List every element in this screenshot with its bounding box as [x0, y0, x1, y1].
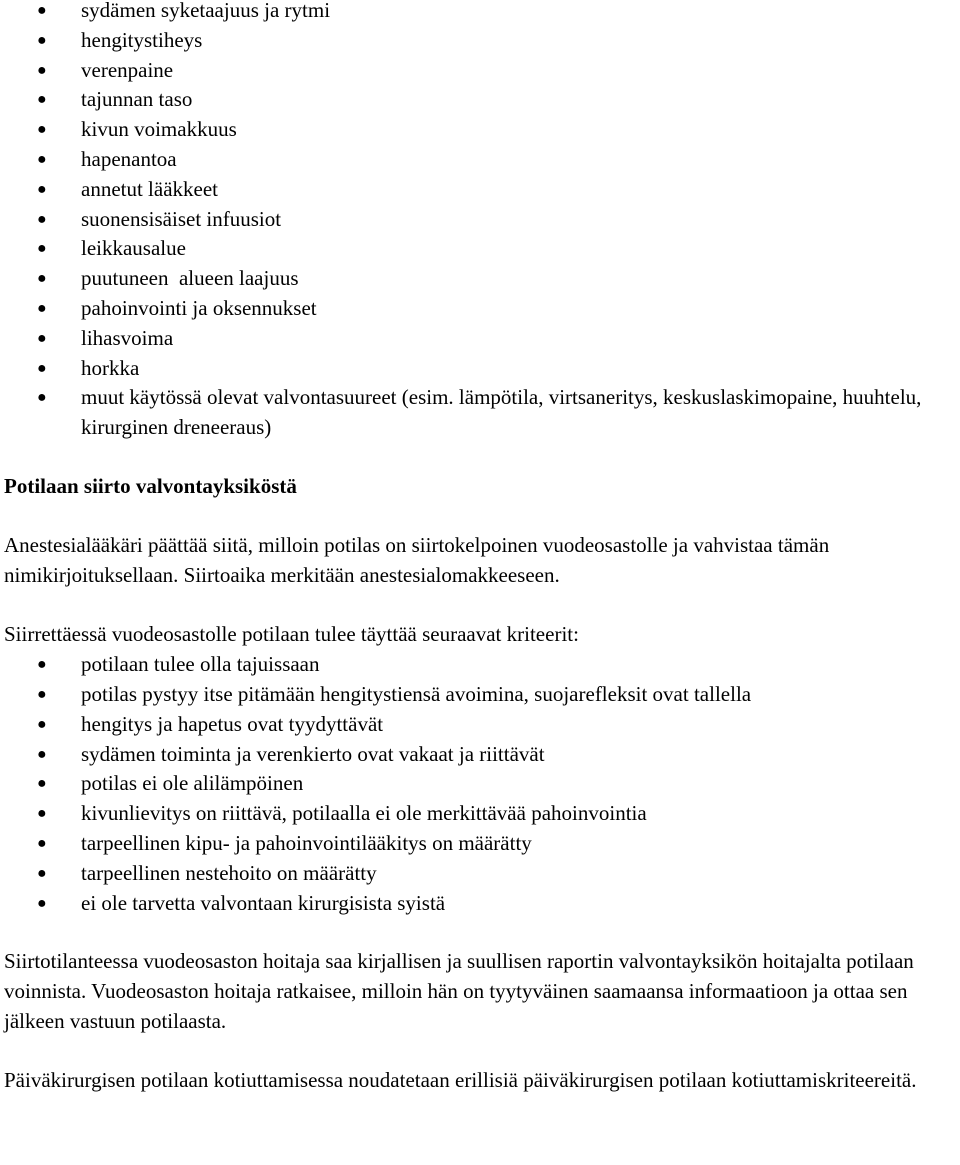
list-item: ● leikkausalue: [0, 234, 960, 264]
bullet-icon: ●: [37, 61, 47, 79]
list-item: ● hapenantoa: [0, 145, 960, 175]
list-item: ● potilas ei ole alilämpöinen: [0, 769, 960, 799]
bullet-icon: ●: [37, 864, 47, 882]
bullet-icon: ●: [37, 805, 47, 823]
list-item: ● kivunlievitys on riittävä, potilaalla ei ole merkittävää pahoinvointia: [0, 799, 960, 829]
bullet-icon: ●: [37, 240, 47, 258]
list-item: ● potilaan tulee olla tajuissaan: [0, 650, 960, 680]
bullet-icon: ●: [37, 329, 47, 347]
list-item: ● hengitystiheys: [0, 26, 960, 56]
bullet-icon: ●: [37, 91, 47, 109]
bullet-icon: ●: [37, 121, 47, 139]
bullet-icon: ●: [37, 894, 47, 912]
paragraph-criteria-intro: Siirrettäessä vuodeosastolle potilaan tulee täyttää seuraavat kriteerit:: [4, 622, 579, 647]
list-item: ● tajunnan taso: [0, 85, 960, 115]
paragraph-transfer-decision: Anestesialääkäri päättää siitä, milloin potilas on siirtokelpoinen vuodeosastolle ja vahvistaa tämän nimikirjoituksellaan. Siirtoaika merkitään anestesialomakkeeseen.: [4, 532, 830, 587]
list-item: ● suonensisäiset infuusiot: [0, 205, 960, 235]
list-item: ● potilas pystyy itse pitämään hengitystiensä avoimina, suojarefleksit ovat tallella: [0, 680, 960, 710]
list-item: ● muut käytössä olevat valvontasuureet (esim. lämpötila, virtsaneritys, keskuslaskimopaine, huuhtelu, kirurginen dreneeraus): [37, 385, 922, 440]
paragraph-handover-report: Siirtotilanteessa vuodeosaston hoitaja saa kirjallisen ja suullisen raportin valvontayksikön hoitajalta potilaan voinnista. Vuodeosaston hoitaja ratkaisee, milloin hän on tyytyväinen saamaansa informaatioon ja ottaa sen jälkeen vastuun potilaasta.: [4, 949, 914, 1033]
list-item: ● annetut lääkkeet: [0, 175, 960, 205]
criteria-list: [0, 650, 960, 918]
list-item: ● lihasvoima: [0, 324, 960, 354]
bullet-icon: ●: [37, 685, 47, 703]
list-item: ● verenpaine: [0, 56, 960, 86]
paragraph-day-surgery: Päiväkirurgisen potilaan kotiuttamisessa noudatetaan erillisiä päiväkirurgisen potilaan kotiuttamiskriteereitä.: [4, 1067, 917, 1092]
list-item: ● kivun voimakkuus: [0, 115, 960, 145]
bullet-icon: ●: [37, 745, 47, 763]
list-item: ● tarpeellinen kipu- ja pahoinvointilääkitys on määrätty: [0, 829, 960, 859]
bullet-icon: ●: [37, 2, 47, 19]
list-item: ● ei ole tarvetta valvontaan kirurgisista syistä: [0, 889, 960, 919]
bullet-icon: ●: [37, 299, 47, 317]
list-item: ● sydämen toiminta ja verenkierto ovat vakaat ja riittävät: [0, 740, 960, 770]
list-item: ● pahoinvointi ja oksennukset: [0, 294, 960, 324]
monitoring-list: [0, 0, 960, 443]
bullet-icon: ●: [37, 210, 47, 228]
list-item: ● tarpeellinen nestehoito on määrätty: [0, 859, 960, 889]
bullet-icon: ●: [37, 150, 47, 168]
bullet-icon: ●: [37, 270, 47, 288]
list-item: ● horkka: [0, 354, 960, 384]
section-heading: Potilaan siirto valvontayksiköstä: [4, 473, 297, 498]
bullet-icon: ●: [37, 389, 47, 407]
bullet-icon: ●: [37, 834, 47, 852]
list-item: ● hengitys ja hapetus ovat tyydyttävät: [0, 710, 960, 740]
list-item: ● puutuneen alueen laajuus: [0, 264, 960, 294]
list-item: ● sydämen syketaajuus ja rytmi: [0, 0, 960, 26]
bullet-icon: ●: [37, 359, 47, 377]
bullet-icon: ●: [37, 775, 47, 793]
bullet-icon: ●: [37, 656, 47, 674]
bullet-icon: ●: [37, 180, 47, 198]
bullet-icon: ●: [37, 31, 47, 49]
bullet-icon: ●: [37, 715, 47, 733]
